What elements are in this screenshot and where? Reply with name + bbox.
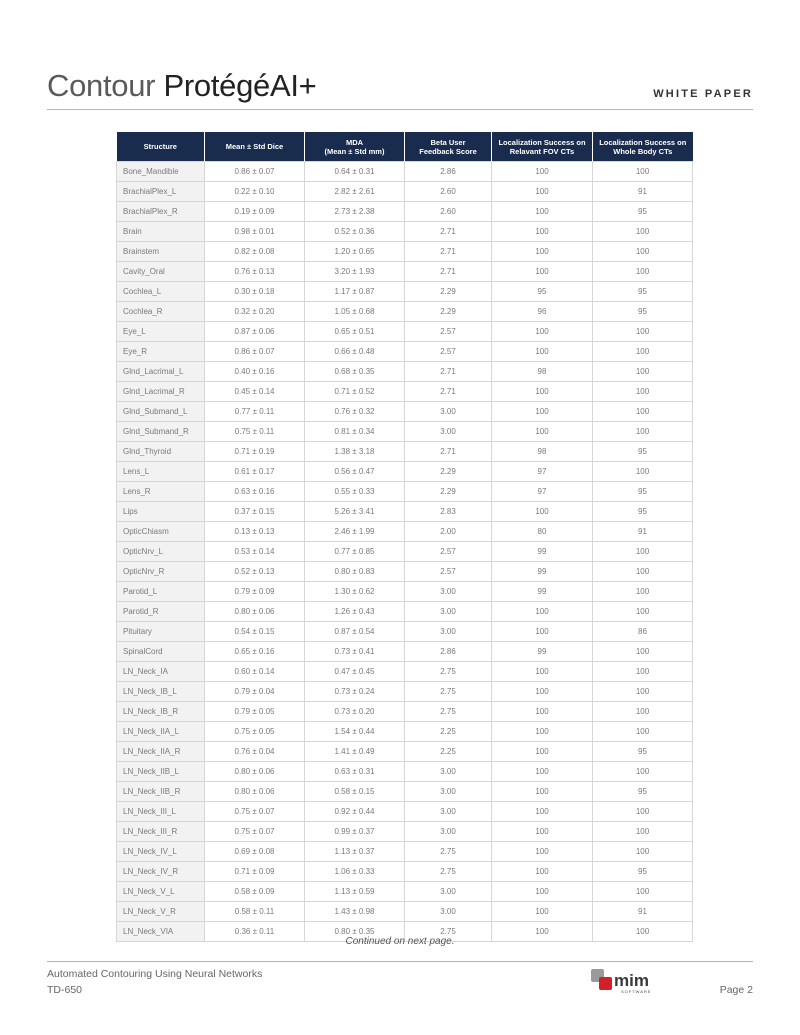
- structure-cell: LN_Neck_III_R: [117, 822, 205, 842]
- column-header: Localization Success on Relavant FOV CTs: [492, 132, 593, 162]
- table-cell: 0.75 ± 0.05: [205, 722, 305, 742]
- table-cell: 100: [593, 542, 693, 562]
- table-cell: 0.52 ± 0.36: [305, 222, 405, 242]
- table-cell: 100: [593, 422, 693, 442]
- table-cell: 0.54 ± 0.15: [205, 622, 305, 642]
- table-cell: 0.66 ± 0.48: [305, 342, 405, 362]
- table-cell: 0.87 ± 0.06: [205, 322, 305, 342]
- structure-cell: Brainstem: [117, 242, 205, 262]
- header-divider: [47, 109, 753, 110]
- table-cell: 3.00: [405, 822, 492, 842]
- structure-cell: Bone_Mandible: [117, 162, 205, 182]
- table-cell: 91: [593, 902, 693, 922]
- results-table: [116, 132, 693, 942]
- table-cell: 2.57: [405, 542, 492, 562]
- table-cell: 2.75: [405, 922, 492, 942]
- logo-brand-light: Contour: [47, 68, 156, 103]
- table-cell: 100: [593, 682, 693, 702]
- table-row: [117, 522, 693, 542]
- table-cell: 100: [492, 322, 593, 342]
- structure-cell: Lips: [117, 502, 205, 522]
- logo-brand-bold: ProtégéAI+: [163, 68, 317, 103]
- table-cell: 0.45 ± 0.14: [205, 382, 305, 402]
- table-cell: 100: [492, 822, 593, 842]
- table-cell: 2.75: [405, 862, 492, 882]
- structure-cell: LN_Neck_IB_L: [117, 682, 205, 702]
- table-row: [117, 842, 693, 862]
- table-cell: 0.76 ± 0.32: [305, 402, 405, 422]
- structure-cell: LN_Neck_VIA: [117, 922, 205, 942]
- structure-cell: Glnd_Submand_R: [117, 422, 205, 442]
- structure-cell: Pituitary: [117, 622, 205, 642]
- table-cell: 2.71: [405, 382, 492, 402]
- table-cell: 100: [492, 682, 593, 702]
- table-cell: 0.86 ± 0.07: [205, 162, 305, 182]
- table-cell: 0.61 ± 0.17: [205, 462, 305, 482]
- table-cell: 95: [593, 482, 693, 502]
- table-cell: 100: [593, 582, 693, 602]
- table-cell: 3.00: [405, 402, 492, 422]
- table-cell: 2.82 ± 2.61: [305, 182, 405, 202]
- table-cell: 2.57: [405, 322, 492, 342]
- table-cell: 0.80 ± 0.83: [305, 562, 405, 582]
- table-row: [117, 762, 693, 782]
- table-cell: 3.00: [405, 802, 492, 822]
- table-cell: 2.60: [405, 182, 492, 202]
- table-row: [117, 442, 693, 462]
- table-cell: 3.00: [405, 622, 492, 642]
- document-type: WHITE PAPER: [653, 88, 753, 100]
- table-cell: 100: [492, 202, 593, 222]
- table-cell: 100: [593, 222, 693, 242]
- table-cell: 0.22 ± 0.10: [205, 182, 305, 202]
- table-cell: 100: [593, 762, 693, 782]
- table-cell: 0.80 ± 0.06: [205, 762, 305, 782]
- table-cell: 0.47 ± 0.45: [305, 662, 405, 682]
- table-row: [117, 662, 693, 682]
- table-row: [117, 702, 693, 722]
- table-cell: 1.26 ± 0.43: [305, 602, 405, 622]
- product-logo: [47, 68, 317, 104]
- structure-cell: LN_Neck_IV_L: [117, 842, 205, 862]
- table-cell: 2.57: [405, 562, 492, 582]
- structure-cell: LN_Neck_III_L: [117, 802, 205, 822]
- table-cell: 95: [593, 302, 693, 322]
- table-cell: 100: [593, 642, 693, 662]
- table-row: [117, 182, 693, 202]
- table-row: [117, 902, 693, 922]
- table-cell: 2.71: [405, 242, 492, 262]
- table-cell: 100: [492, 502, 593, 522]
- table-cell: 0.92 ± 0.44: [305, 802, 405, 822]
- table-cell: 100: [492, 922, 593, 942]
- table-cell: 1.38 ± 3.18: [305, 442, 405, 462]
- table-cell: 95: [593, 782, 693, 802]
- table-cell: 0.69 ± 0.08: [205, 842, 305, 862]
- table-cell: 0.77 ± 0.11: [205, 402, 305, 422]
- page-header: [47, 68, 753, 108]
- column-header: Localization Success on Whole Body CTs: [593, 132, 693, 162]
- table-cell: 100: [593, 382, 693, 402]
- table-cell: 100: [492, 422, 593, 442]
- table-cell: 100: [593, 842, 693, 862]
- table-cell: 2.86: [405, 162, 492, 182]
- table-cell: 1.30 ± 0.62: [305, 582, 405, 602]
- footer-code: TD-650: [47, 984, 83, 996]
- table-row: [117, 502, 693, 522]
- table-cell: 99: [492, 562, 593, 582]
- page-number: Page 2: [719, 984, 753, 996]
- structure-cell: Glnd_Lacrimal_R: [117, 382, 205, 402]
- table-cell: 1.41 ± 0.49: [305, 742, 405, 762]
- table-cell: 2.57: [405, 342, 492, 362]
- footer-divider: [47, 961, 753, 962]
- structure-cell: BrachialPlex_L: [117, 182, 205, 202]
- table-cell: 98: [492, 362, 593, 382]
- table-row: [117, 222, 693, 242]
- table-row: [117, 302, 693, 322]
- table-cell: 100: [593, 802, 693, 822]
- table-cell: 0.99 ± 0.37: [305, 822, 405, 842]
- column-header: MDA (Mean ± Std mm): [305, 132, 405, 162]
- table-cell: 0.32 ± 0.20: [205, 302, 305, 322]
- structure-cell: OpticNrv_L: [117, 542, 205, 562]
- table-row: [117, 462, 693, 482]
- table-cell: 3.00: [405, 902, 492, 922]
- table-cell: 0.73 ± 0.20: [305, 702, 405, 722]
- table-cell: 1.43 ± 0.98: [305, 902, 405, 922]
- table-cell: 96: [492, 302, 593, 322]
- table-cell: 0.82 ± 0.08: [205, 242, 305, 262]
- table-cell: 0.36 ± 0.11: [205, 922, 305, 942]
- table-cell: 2.86: [405, 642, 492, 662]
- table-cell: 100: [492, 722, 593, 742]
- table-row: [117, 282, 693, 302]
- table-cell: 100: [492, 382, 593, 402]
- table-cell: 100: [492, 802, 593, 822]
- table-cell: 0.58 ± 0.11: [205, 902, 305, 922]
- table-cell: 0.73 ± 0.41: [305, 642, 405, 662]
- logo-wordmark: mim: [614, 971, 649, 990]
- table-cell: 100: [593, 882, 693, 902]
- structure-cell: LN_Neck_IA: [117, 662, 205, 682]
- table-cell: 0.19 ± 0.09: [205, 202, 305, 222]
- table-row: [117, 862, 693, 882]
- table-cell: 2.75: [405, 682, 492, 702]
- table-cell: 0.71 ± 0.19: [205, 442, 305, 462]
- table-cell: 3.20 ± 1.93: [305, 262, 405, 282]
- table-cell: 2.29: [405, 482, 492, 502]
- table-cell: 2.83: [405, 502, 492, 522]
- table-cell: 2.75: [405, 702, 492, 722]
- structure-cell: LN_Neck_IB_R: [117, 702, 205, 722]
- mim-software-logo: [588, 966, 658, 996]
- table-cell: 1.13 ± 0.59: [305, 882, 405, 902]
- table-cell: 3.00: [405, 422, 492, 442]
- table-cell: 0.80 ± 0.35: [305, 922, 405, 942]
- table-cell: 95: [593, 502, 693, 522]
- table-cell: 100: [492, 862, 593, 882]
- table-row: [117, 802, 693, 822]
- table-cell: 100: [593, 602, 693, 622]
- structure-cell: LN_Neck_IIB_R: [117, 782, 205, 802]
- structure-cell: Cochlea_R: [117, 302, 205, 322]
- table-cell: 100: [593, 922, 693, 942]
- table-row: [117, 382, 693, 402]
- table-cell: 100: [593, 242, 693, 262]
- table-cell: 0.55 ± 0.33: [305, 482, 405, 502]
- table-row: [117, 602, 693, 622]
- table-cell: 0.98 ± 0.01: [205, 222, 305, 242]
- structure-cell: LN_Neck_V_R: [117, 902, 205, 922]
- table-cell: 0.71 ± 0.52: [305, 382, 405, 402]
- table-cell: 80: [492, 522, 593, 542]
- footer-title: Automated Contouring Using Neural Networks: [47, 968, 263, 980]
- table-cell: 95: [593, 442, 693, 462]
- table-cell: 100: [492, 662, 593, 682]
- table-cell: 100: [593, 322, 693, 342]
- structure-cell: OpticNrv_R: [117, 562, 205, 582]
- table-cell: 3.00: [405, 882, 492, 902]
- table-row: [117, 402, 693, 422]
- table-cell: 0.79 ± 0.05: [205, 702, 305, 722]
- table-cell: 95: [492, 282, 593, 302]
- table-row: [117, 262, 693, 282]
- table-header-row: [117, 132, 693, 162]
- table-cell: 0.76 ± 0.04: [205, 742, 305, 762]
- table-cell: 1.06 ± 0.33: [305, 862, 405, 882]
- table-row: [117, 242, 693, 262]
- table-row: [117, 622, 693, 642]
- table-cell: 0.75 ± 0.11: [205, 422, 305, 442]
- table-cell: 100: [492, 602, 593, 622]
- table-cell: 2.71: [405, 262, 492, 282]
- table-row: [117, 342, 693, 362]
- table-cell: 2.71: [405, 222, 492, 242]
- structure-cell: BrachialPlex_R: [117, 202, 205, 222]
- structure-cell: Eye_R: [117, 342, 205, 362]
- table-cell: 0.53 ± 0.14: [205, 542, 305, 562]
- table-cell: 0.86 ± 0.07: [205, 342, 305, 362]
- structure-cell: Brain: [117, 222, 205, 242]
- structure-cell: LN_Neck_IIA_L: [117, 722, 205, 742]
- table-cell: 0.79 ± 0.09: [205, 582, 305, 602]
- structure-cell: LN_Neck_IV_R: [117, 862, 205, 882]
- structure-cell: Lens_R: [117, 482, 205, 502]
- table-row: [117, 722, 693, 742]
- table-cell: 100: [593, 662, 693, 682]
- structure-cell: Glnd_Thyroid: [117, 442, 205, 462]
- table-cell: 0.63 ± 0.31: [305, 762, 405, 782]
- table-cell: 99: [492, 642, 593, 662]
- table-row: [117, 542, 693, 562]
- table-row: [117, 362, 693, 382]
- table-cell: 100: [492, 262, 593, 282]
- table-cell: 2.60: [405, 202, 492, 222]
- table-row: [117, 642, 693, 662]
- table-cell: 0.56 ± 0.47: [305, 462, 405, 482]
- table-cell: 100: [593, 162, 693, 182]
- table-cell: 0.65 ± 0.16: [205, 642, 305, 662]
- table-row: [117, 422, 693, 442]
- table-cell: 0.75 ± 0.07: [205, 822, 305, 842]
- table-cell: 5.26 ± 3.41: [305, 502, 405, 522]
- table-cell: 0.77 ± 0.85: [305, 542, 405, 562]
- table-cell: 2.71: [405, 442, 492, 462]
- table-cell: 95: [593, 202, 693, 222]
- table-cell: 100: [492, 622, 593, 642]
- table-row: [117, 322, 693, 342]
- table-cell: 100: [492, 842, 593, 862]
- table-cell: 0.58 ± 0.09: [205, 882, 305, 902]
- table-cell: 100: [492, 782, 593, 802]
- table-cell: 0.58 ± 0.15: [305, 782, 405, 802]
- structure-cell: Cochlea_L: [117, 282, 205, 302]
- table-cell: 100: [593, 462, 693, 482]
- column-header: Beta User Feedback Score: [405, 132, 492, 162]
- column-header: Structure: [117, 132, 205, 162]
- table-row: [117, 882, 693, 902]
- table-cell: 1.54 ± 0.44: [305, 722, 405, 742]
- table-cell: 0.40 ± 0.16: [205, 362, 305, 382]
- table-cell: 100: [492, 162, 593, 182]
- table-cell: 2.25: [405, 742, 492, 762]
- table-cell: 0.63 ± 0.16: [205, 482, 305, 502]
- table-cell: 98: [492, 442, 593, 462]
- table-cell: 91: [593, 522, 693, 542]
- table-cell: 1.05 ± 0.68: [305, 302, 405, 322]
- logo-subtext: SOFTWARE: [621, 989, 652, 994]
- structure-cell: OpticChiasm: [117, 522, 205, 542]
- structure-cell: Glnd_Submand_L: [117, 402, 205, 422]
- table-cell: 99: [492, 542, 593, 562]
- table-cell: 0.73 ± 0.24: [305, 682, 405, 702]
- structure-cell: Parotid_R: [117, 602, 205, 622]
- table-cell: 100: [593, 342, 693, 362]
- table-cell: 2.25: [405, 722, 492, 742]
- table-cell: 0.68 ± 0.35: [305, 362, 405, 382]
- table-cell: 97: [492, 462, 593, 482]
- continued-note: Continued on next page.: [345, 936, 455, 947]
- table-cell: 1.17 ± 0.87: [305, 282, 405, 302]
- table-row: [117, 202, 693, 222]
- table-cell: 100: [593, 722, 693, 742]
- table-cell: 100: [492, 762, 593, 782]
- table-cell: 0.80 ± 0.06: [205, 782, 305, 802]
- table-cell: 2.71: [405, 362, 492, 382]
- table-cell: 95: [593, 862, 693, 882]
- table-row: [117, 162, 693, 182]
- table-cell: 0.64 ± 0.31: [305, 162, 405, 182]
- table-cell: 0.76 ± 0.13: [205, 262, 305, 282]
- table-cell: 99: [492, 582, 593, 602]
- table-cell: 95: [593, 282, 693, 302]
- table-cell: 2.29: [405, 462, 492, 482]
- table-row: [117, 682, 693, 702]
- table-cell: 2.46 ± 1.99: [305, 522, 405, 542]
- table-row: [117, 782, 693, 802]
- table-body: [117, 162, 693, 942]
- table-cell: 1.13 ± 0.37: [305, 842, 405, 862]
- table-cell: 3.00: [405, 762, 492, 782]
- table-cell: 0.60 ± 0.14: [205, 662, 305, 682]
- table-cell: 100: [593, 262, 693, 282]
- table-cell: 100: [492, 742, 593, 762]
- table-cell: 100: [492, 902, 593, 922]
- structure-cell: LN_Neck_V_L: [117, 882, 205, 902]
- table-cell: 100: [593, 362, 693, 382]
- table-cell: 0.79 ± 0.04: [205, 682, 305, 702]
- column-header: Mean ± Std Dice: [205, 132, 305, 162]
- table-cell: 100: [492, 882, 593, 902]
- table-cell: 100: [492, 402, 593, 422]
- table-cell: 0.80 ± 0.06: [205, 602, 305, 622]
- table-row: [117, 582, 693, 602]
- table-cell: 86: [593, 622, 693, 642]
- structure-cell: Lens_L: [117, 462, 205, 482]
- table-cell: 2.75: [405, 662, 492, 682]
- table-row: [117, 822, 693, 842]
- table-cell: 97: [492, 482, 593, 502]
- structure-cell: Glnd_Lacrimal_L: [117, 362, 205, 382]
- table-cell: 0.30 ± 0.18: [205, 282, 305, 302]
- table-cell: 100: [593, 702, 693, 722]
- table-cell: 3.00: [405, 602, 492, 622]
- table-cell: 2.73 ± 2.38: [305, 202, 405, 222]
- table-cell: 3.00: [405, 582, 492, 602]
- table-row: [117, 742, 693, 762]
- table-cell: 0.52 ± 0.13: [205, 562, 305, 582]
- table-cell: 100: [492, 242, 593, 262]
- logo-square-red: [599, 977, 612, 990]
- table-cell: 100: [593, 402, 693, 422]
- table-cell: 2.00: [405, 522, 492, 542]
- table-cell: 2.29: [405, 302, 492, 322]
- table-cell: 100: [492, 182, 593, 202]
- table-cell: 2.75: [405, 842, 492, 862]
- table-cell: 0.75 ± 0.07: [205, 802, 305, 822]
- structure-cell: Cavity_Oral: [117, 262, 205, 282]
- table-cell: 100: [492, 342, 593, 362]
- structure-cell: Parotid_L: [117, 582, 205, 602]
- table-cell: 0.81 ± 0.34: [305, 422, 405, 442]
- table-row: [117, 562, 693, 582]
- table-cell: 91: [593, 182, 693, 202]
- table-cell: 0.65 ± 0.51: [305, 322, 405, 342]
- structure-cell: SpinalCord: [117, 642, 205, 662]
- table-cell: 0.71 ± 0.09: [205, 862, 305, 882]
- table-cell: 2.29: [405, 282, 492, 302]
- table-cell: 3.00: [405, 782, 492, 802]
- table-row: [117, 482, 693, 502]
- table-cell: 1.20 ± 0.65: [305, 242, 405, 262]
- structure-cell: LN_Neck_IIB_L: [117, 762, 205, 782]
- table-cell: 100: [492, 702, 593, 722]
- table-cell: 0.37 ± 0.15: [205, 502, 305, 522]
- table-cell: 0.87 ± 0.54: [305, 622, 405, 642]
- table-cell: 100: [593, 822, 693, 842]
- table-cell: 100: [593, 562, 693, 582]
- structure-cell: LN_Neck_IIA_R: [117, 742, 205, 762]
- table-cell: 100: [492, 222, 593, 242]
- structure-cell: Eye_L: [117, 322, 205, 342]
- table-cell: 95: [593, 742, 693, 762]
- table-cell: 0.13 ± 0.13: [205, 522, 305, 542]
